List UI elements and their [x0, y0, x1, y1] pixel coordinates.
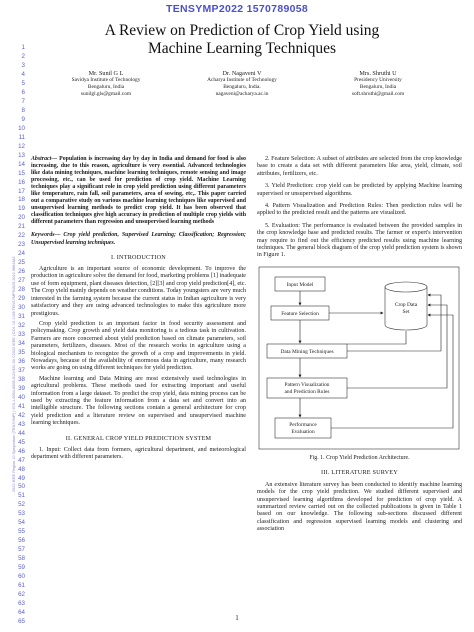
title-line-1: A Review on Prediction of Crop Yield using	[104, 22, 380, 39]
author-2	[176, 70, 308, 98]
node-pattern-label-2: and Prediction Rules	[284, 388, 330, 395]
node-feature-selection-label: Feature Selection	[281, 310, 319, 317]
line-number: 28	[18, 286, 25, 294]
node-performance-label-1: Performance	[289, 421, 317, 428]
line-number: 45	[18, 438, 25, 446]
line-number: 29	[18, 295, 25, 303]
line-number: 32	[18, 322, 25, 330]
intro-paragraph-3: Machine learning and Data Mining are most extensively used technologies in agricultural problems. These methods used for extracting important and useful information from a large dataset. To predict the crop yield, data mining process can be used by extracting the feature information from a data set and convert into an intelligible structure. The following sections contain a general architecture for crop yield prediction and a literature review on supervised and unsupervised machine learning techniques.	[31, 375, 246, 427]
line-number: 35	[18, 348, 25, 356]
author-1	[40, 70, 172, 98]
node-crop-data-set-label-1: Crop Data	[394, 301, 418, 308]
author-email[interactable]: sunilgl.gls@gmail.com	[80, 91, 132, 97]
line-number: 65	[18, 618, 25, 625]
node-data-mining-label: Data Mining Techniques	[280, 348, 334, 355]
line-number: 14	[18, 160, 25, 168]
section-heading-introduction: I. INTRODUCTION	[111, 253, 166, 261]
author-name: Dr. Nagaveni V	[222, 70, 262, 77]
intro-paragraph-2: Crop yield prediction is an important factor in food security assessment and policymaking. Crop growth and yield data monitoring is a tedious task in cultivation. Farmers are more concerned about yield prediction based on climate parameters, soil parameters, fertilizers, diseases. Most of the research works in agriculture using a biological mechanism to recognize the growth of a crop and improvements in yield. Nowadays, because of the availability of enormous data in agriculture, many research works are going on using different techniques for yield prediction.	[31, 320, 246, 372]
arrow-evaluation-feedback	[331, 315, 453, 428]
line-number: 59	[18, 564, 25, 572]
line-number: 24	[18, 250, 25, 258]
line-number: 53	[18, 510, 25, 518]
line-number: 63	[18, 600, 25, 608]
line-number: 22	[18, 232, 25, 240]
line-number: 31	[18, 313, 25, 321]
line-number: 48	[18, 465, 25, 473]
doi-sidebar: 2022 IEEE Region 10 Symposium (TENSYMP) | 978-1-6654-6658-5/22/$31.00 ©2022 IEEE | DOI: 10.1109/TENSYMP54529.2022.9864482	[12, 256, 16, 492]
line-number: 36	[18, 357, 25, 365]
line-number: 26	[18, 268, 25, 276]
line-number: 50	[18, 483, 25, 491]
author-email[interactable]: soft.shruthi@gmail.com	[351, 91, 405, 97]
abstract	[31, 156, 246, 226]
line-number: 51	[18, 492, 25, 500]
author-dept: Presidency University	[354, 77, 402, 83]
author-name: Mrs. Shruthi U	[359, 70, 397, 77]
page-number: 1	[235, 614, 239, 622]
line-number: 4	[21, 70, 25, 78]
keywords: Keywords— Crop yield prediction, Supervised Learning; Classification; Regression; Unsupervised learning techniques.	[31, 232, 246, 246]
line-number: 55	[18, 528, 25, 536]
line-number: 25	[18, 259, 25, 267]
node-crop-data-set-label-2: Set	[402, 308, 410, 315]
section-heading-general-system: II. GENERAL CROP YIELD PREDICTION SYSTEM	[65, 434, 212, 442]
system-step-4: 4. Pattern Visualization and Prediction Rules: Then prediction rules will be applied to the predicted result and the patterns are visualized.	[257, 203, 462, 217]
line-number: 11	[18, 133, 25, 141]
system-step-2: 2. Feature Selection: A subset of attributes are selected from the crop knowledge base to create a data set with different parameters like area, yield, climate, soil attributes, fertilizers, etc.	[257, 156, 462, 177]
author-block	[40, 70, 444, 98]
architecture-diagram-svg	[257, 265, 462, 453]
line-number: 17	[18, 187, 25, 195]
left-column	[31, 156, 246, 465]
line-numbers	[11, 44, 25, 627]
line-number: 7	[21, 97, 25, 105]
line-number: 5	[21, 79, 25, 87]
conference-header: TENSYMP2022 1570789058	[165, 3, 309, 15]
line-number: 30	[18, 304, 25, 312]
literature-paragraph-1: An extensive literature survey has been conducted to identify machine learning models for the crop yield prediction. We studied different supervised and unsupervised learning algorithms developed for prediction of crop yield. A summarized review carried out on the collected publications is given in Table 1 based on our knowledge. The following sub-sections discussed different classification and regression supervised learning models and clustering and association	[257, 481, 462, 533]
system-step-1: 1. Input: Collect data from formers, agricultural department, and meteorological department with different parameters.	[31, 447, 246, 461]
line-number: 44	[18, 429, 25, 437]
line-number: 39	[18, 384, 25, 392]
line-number: 18	[18, 196, 25, 204]
intro-paragraph-1: Agriculture is an important source of economic development. To improve the production in agriculture solve the demand for food, marketing problems [1] inadequate use of form equipment, plant diseases detection, [2][3] and crop yield prediction[4], etc. The Crop yield mainly depends on weather conditions. Today youngsters are very much interested in the farming system because the current status in Indian agriculture is very satisfactory and they are using advanced technologies to make this agriculture more prestigious.	[31, 266, 246, 317]
right-column	[257, 156, 462, 537]
author-name: Mr. Sunil G L	[88, 70, 124, 77]
author-email[interactable]: nagaveni@acharya.ac.in	[215, 91, 269, 97]
node-performance-evaluation	[275, 418, 331, 438]
line-number: 3	[21, 61, 25, 69]
line-number: 10	[18, 124, 25, 132]
line-number: 62	[18, 591, 25, 599]
line-number: 40	[18, 393, 25, 401]
title-line-2: Machine Learning Techniques	[147, 40, 336, 57]
line-number: 56	[18, 537, 25, 545]
figure-caption: Fig. 1. Crop Yield Prediction Architecture.	[309, 454, 410, 461]
node-pattern-visualization	[267, 378, 347, 398]
node-input-model-label: Input Model	[286, 281, 314, 288]
section-heading-literature: III. LITERATURE SURVEY	[321, 469, 398, 477]
line-number: 60	[18, 573, 25, 581]
line-number: 8	[21, 106, 25, 114]
line-number: 49	[18, 474, 25, 482]
line-number: 21	[18, 223, 25, 231]
paper-title	[40, 22, 444, 58]
node-performance-label-2: Evaluation	[291, 428, 315, 435]
line-number: 33	[18, 331, 25, 338]
author-3	[312, 70, 444, 98]
arrow-dataset-down	[347, 331, 406, 344]
line-number: 61	[18, 582, 25, 590]
author-city: Bengaluru, India	[359, 84, 397, 90]
line-number: 1	[21, 44, 25, 51]
line-number: 2	[21, 52, 25, 60]
line-number: 23	[18, 241, 25, 249]
line-number: 38	[18, 375, 25, 383]
author-city: Bengaluru, India.	[223, 84, 261, 90]
node-pattern-label-1: Pattern Visualization	[284, 381, 330, 388]
line-number: 47	[18, 456, 25, 464]
line-number: 13	[18, 151, 25, 159]
line-number: 46	[18, 447, 25, 455]
line-number: 9	[21, 115, 25, 123]
line-number: 16	[18, 178, 25, 186]
system-step-5: 5. Evaluation: The performance is evaluated between the provided samples in the crop knowledge base and predicted results. The farmer or expert's intervention may require to find out the efficiency predicted results using machine learning techniques. The general block diagram of the crop yield prediction system is shown in Figure 1.	[257, 222, 462, 259]
line-number: 20	[18, 214, 25, 222]
system-step-3: 3. Yield Prediction: crop yield can be predicted by applying Machine learning supervised or unsupervised algorithms.	[257, 183, 462, 197]
line-number: 52	[18, 501, 25, 509]
line-number: 42	[18, 411, 25, 419]
line-number: 12	[18, 142, 25, 150]
line-number: 6	[21, 88, 25, 96]
author-city: Bengaluru, India	[87, 84, 125, 90]
line-number: 54	[18, 519, 25, 527]
architecture-diagram	[257, 265, 462, 453]
line-number: 41	[18, 402, 25, 410]
abstract-text: Population is increasing day by day in India and demand for food is also increasing, due to this reason, agriculture is very essential. Advanced technologies like data mining techniques, machine learning techniques, remote sensing and image processing, etc., can be used for prediction of crop yield. Machine Learning techniques play a significant role in crop yield prediction using different parameters like temperature, rain fall, soil parameters, area of sowing, etc,. This paper carried out a comparative study on various machine learning techniques like supervised and unsupervised learning methods to predict crop yield. It has been observed that classification techniques give high accuracy in prediction of multiple crop yields with different parameters than regression and unsupervised learning methods	[31, 156, 246, 226]
line-number: 37	[18, 366, 25, 374]
author-dept: Acharya Institute of Technology	[207, 77, 277, 83]
line-number: 64	[18, 609, 25, 617]
author-dept: Savidya Institute of Technology	[71, 77, 141, 83]
line-number: 43	[18, 420, 25, 428]
line-number: 19	[18, 205, 25, 213]
line-number: 57	[18, 546, 25, 554]
line-number: 27	[18, 277, 25, 285]
abstract-lead: Abstract—	[31, 156, 58, 162]
line-number: 15	[18, 169, 25, 177]
line-number: 58	[18, 555, 25, 563]
line-number: 34	[18, 339, 25, 347]
